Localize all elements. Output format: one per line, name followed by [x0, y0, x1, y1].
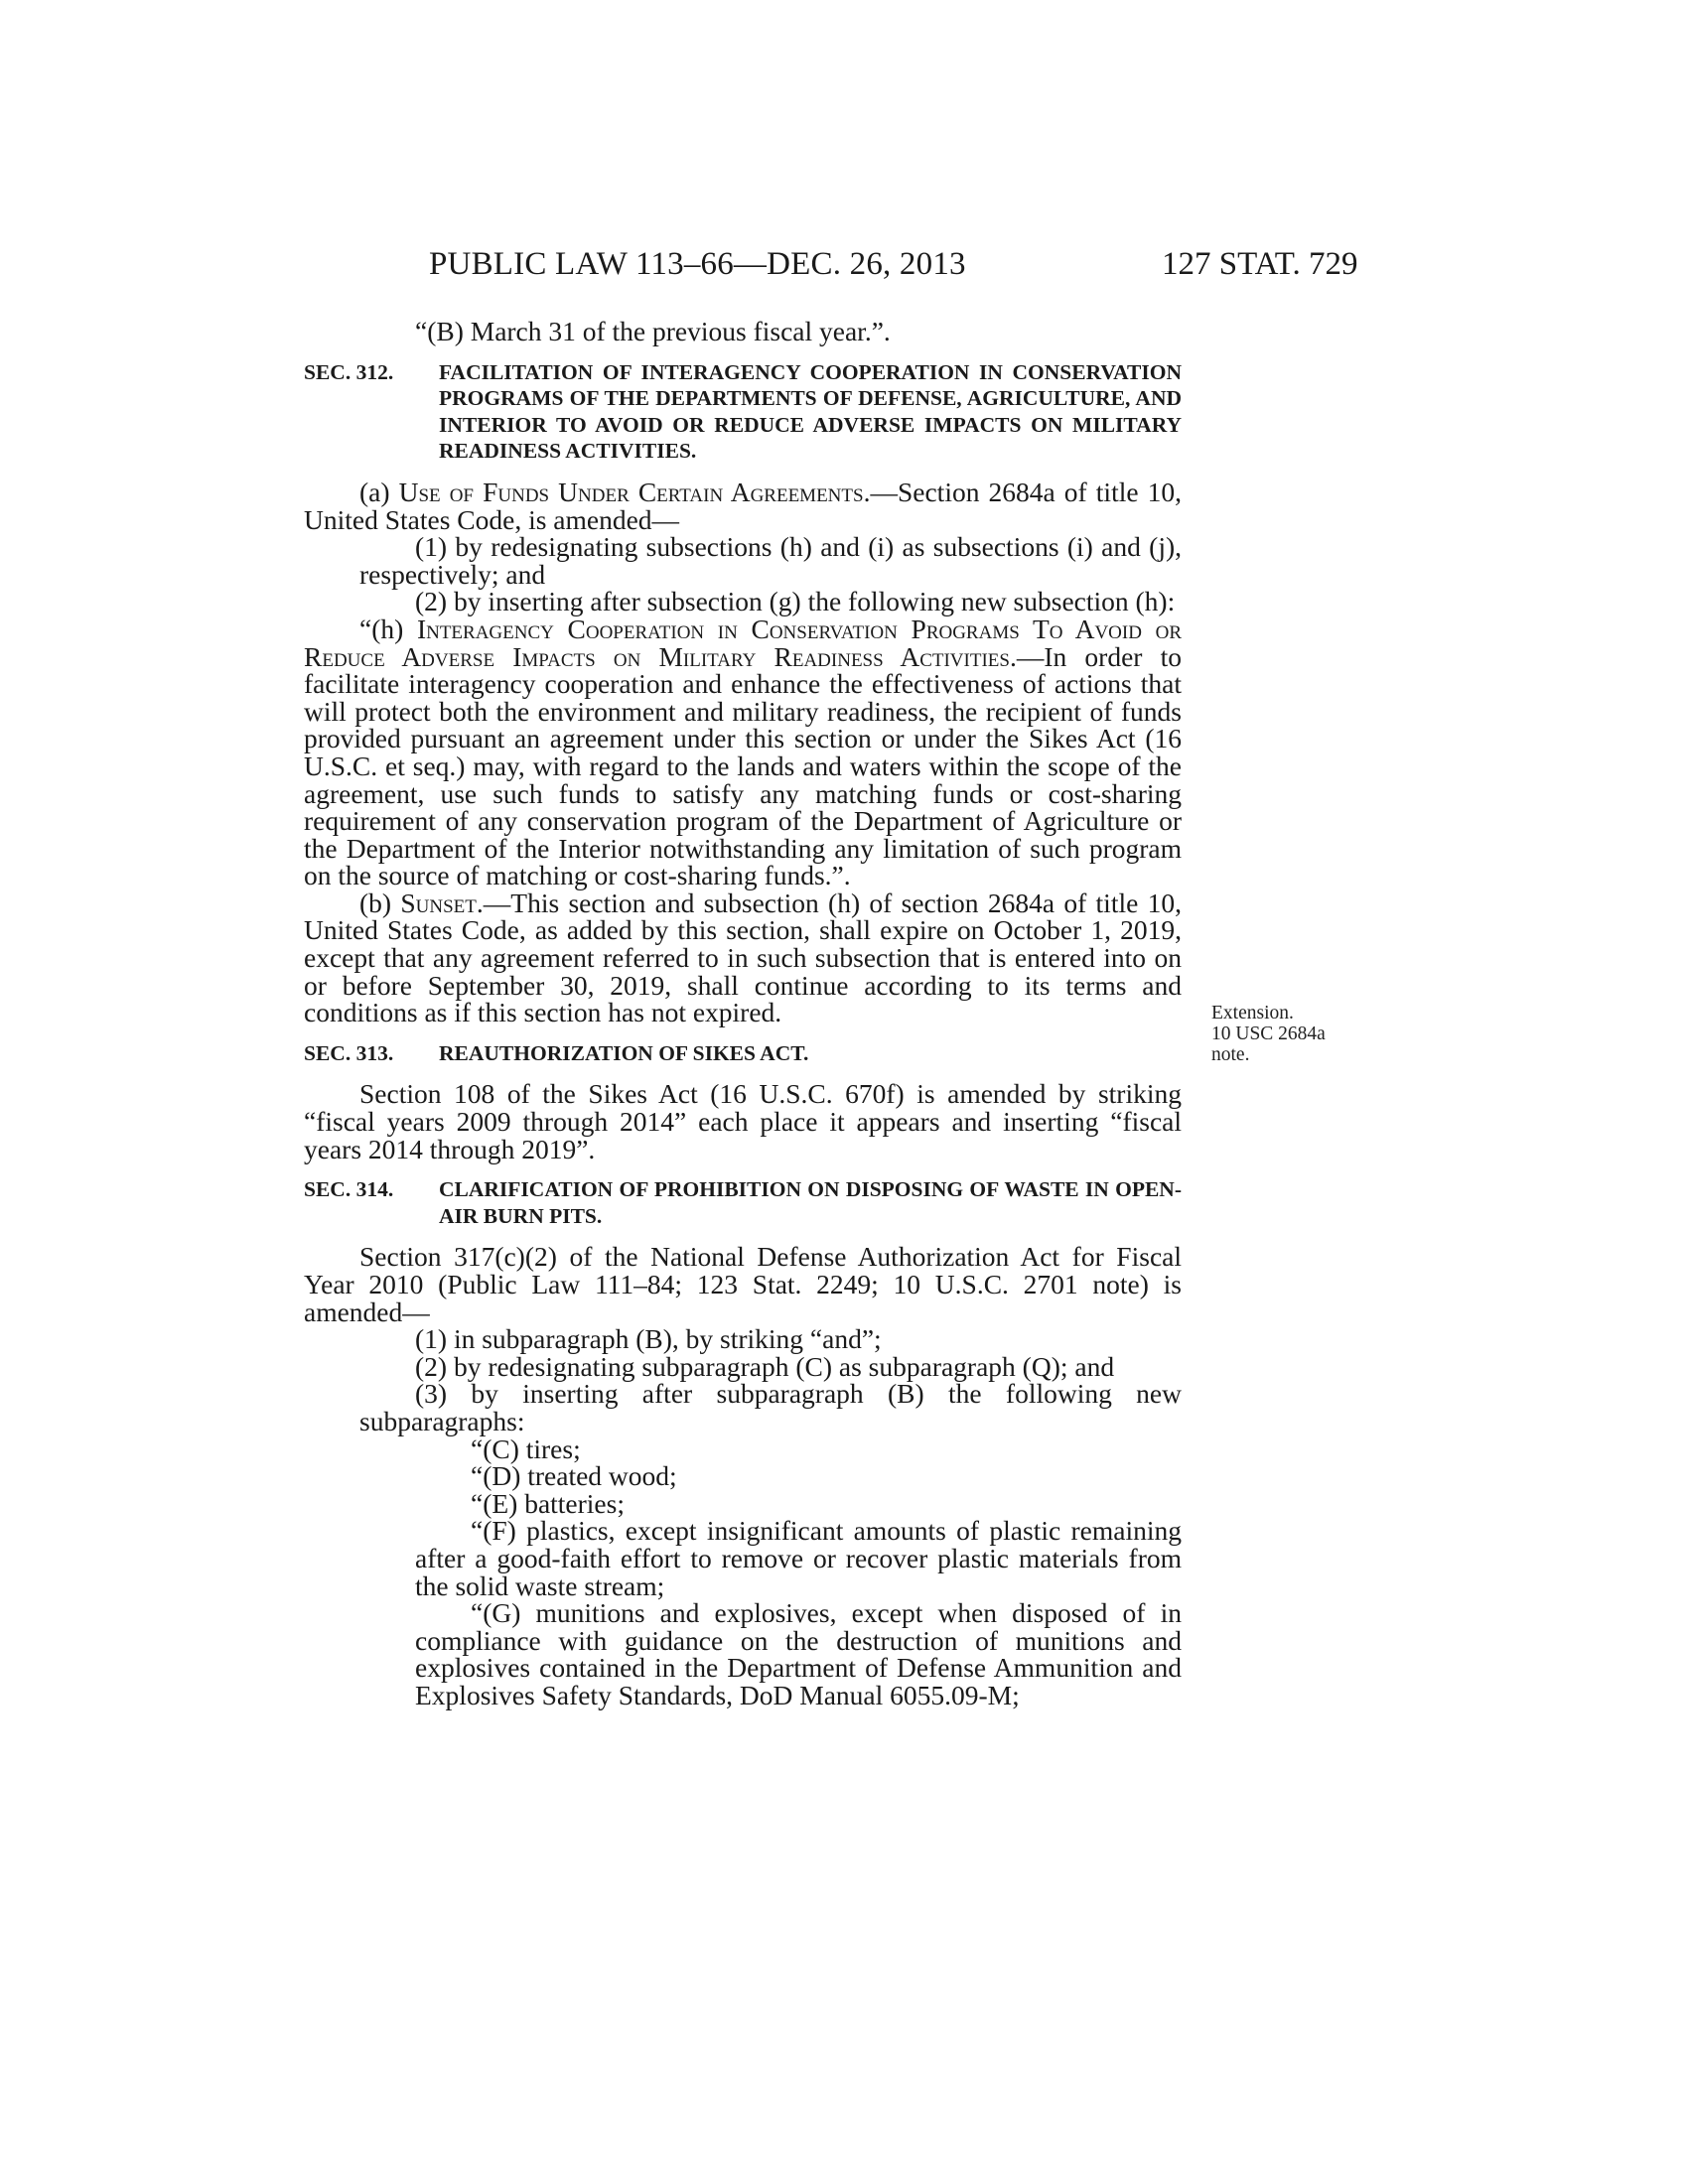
- paragraph-314-1: (1) in subparagraph (B), by striking “and”;: [415, 1323, 882, 1355]
- section-title: REAUTHORIZATION OF SIKES ACT.: [439, 1040, 809, 1065]
- section-number: SEC. 312.: [304, 359, 394, 384]
- section-title: FACILITATION OF INTERAGENCY COOPERATION IN CONSERVATION PROGRAMS OF THE DEPARTMENTS OF DEFENSE, AGRICULTURE, AND INTERIOR TO AVOID OR REDUCE ADVERSE IMPACTS ON MILITARY READINESS ACTIVITIES.: [439, 359, 1182, 464]
- para-heading: Sunset: [400, 887, 477, 918]
- document-body: [304, 318, 1182, 1709]
- margin-note-line: 10 USC 2684a: [1211, 1024, 1326, 1044]
- para-text: .—In order to facilitate interagency cooperation and enhance the effectiveness of actions that will protect both the environment and military readiness, the recipient of funds provided pursuant an agreement under this section or under the Sikes Act (16 U.S.C. et seq.) may, with regard to the lands and waters within the scope of the agreement, use such funds to satisfy any matching funds or cost-sharing requirement of any conservation program of the Department of Agriculture or the Department of the Interior notwithstanding any limitation of such program on the source of matching or cost-sharing funds.”.: [304, 640, 1183, 891]
- page-header: [0, 246, 1688, 286]
- subparagraph-g: “(G) munitions and explosives, except when disposed of in compliance with guidance on the destruction of munitions and explosives contained in the Department of Defense Ammunition and Explosives Safety Standards, DoD Manual 6055.09-M;: [415, 1597, 1182, 1710]
- para-text: .—Section 2684a of title 10, United States Code, is amended—: [304, 476, 1183, 535]
- paragraph-312a-2: (2) by inserting after subsection (g) the following new subsection (h):: [415, 586, 1176, 617]
- paragraph-b-march: “(B) March 31 of the previous fiscal year.”.: [415, 316, 891, 346]
- paragraph-312h: [304, 615, 1182, 889]
- para-lead: (a): [359, 476, 399, 507]
- para-lead: (b): [359, 887, 401, 918]
- subparagraph-f: “(F) plastics, except insignificant amounts of plastic remaining after a good-faith effort to remove or recover plastic materials from the solid waste stream;: [415, 1515, 1182, 1601]
- paragraph-314: Section 317(c)(2) of the National Defense Authorization Act for Fiscal Year 2010 (Public Law 111–84; 123 Stat. 2249; 10 U.S.C. 2701 note) is amended—: [304, 1241, 1182, 1327]
- section-312-heading: [304, 359, 1182, 465]
- paragraph-312a: [304, 478, 1182, 533]
- subparagraph-d: “(D) treated wood;: [471, 1460, 677, 1492]
- running-head: PUBLIC LAW 113–66—DEC. 26, 2013: [429, 246, 966, 282]
- section-314-heading: [304, 1176, 1182, 1229]
- section-title: CLARIFICATION OF PROHIBITION ON DISPOSING OF WASTE IN OPEN-AIR BURN PITS.: [439, 1177, 1182, 1228]
- paragraph-312a-1: (1) by redesignating subsections (h) and (i) as subsections (i) and (j), respectively; and: [359, 531, 1182, 590]
- paragraph-314-2: (2) by redesignating subparagraph (C) as subparagraph (Q); and: [415, 1350, 1115, 1382]
- para-text: .—This section and subsection (h) of section 2684a of title 10, United States Code, as added by this section, shall expire on October 1, 2019, except that any agreement referred to in such subsection that is entered into on or before September 30, 2019, shall continue according to its terms and conditions as if this section has not expired.: [304, 887, 1182, 1028]
- paragraph-313: Section 108 of the Sikes Act (16 U.S.C. 670f) is amended by striking “fiscal years 2009 through 2014” each place it appears and inserting “fiscal years 2014 through 2019”.: [304, 1078, 1182, 1164]
- section-number: SEC. 313.: [304, 1040, 394, 1065]
- margin-note-line: note.: [1211, 1044, 1250, 1065]
- margin-note: [1211, 1003, 1380, 1065]
- para-lead: “(h): [359, 613, 417, 644]
- page-number: 127 STAT. 729: [1162, 246, 1358, 282]
- section-313-heading: [304, 1040, 1182, 1067]
- subparagraph-e: “(E) batteries;: [471, 1487, 625, 1519]
- margin-note-line: Extension.: [1211, 1003, 1294, 1024]
- paragraph-312b: [304, 889, 1182, 1026]
- section-number: SEC. 314.: [304, 1177, 394, 1202]
- para-heading: Interagency Cooperation in Conservation Programs To Avoid or Reduce Adverse Impacts on Military Readiness Activities: [304, 613, 1182, 672]
- para-heading: Use of Funds Under Certain Agreements: [398, 476, 864, 507]
- paragraph-314-3: (3) by inserting after subparagraph (B) the following new subparagraphs:: [359, 1378, 1182, 1436]
- subparagraph-c: “(C) tires;: [471, 1433, 581, 1464]
